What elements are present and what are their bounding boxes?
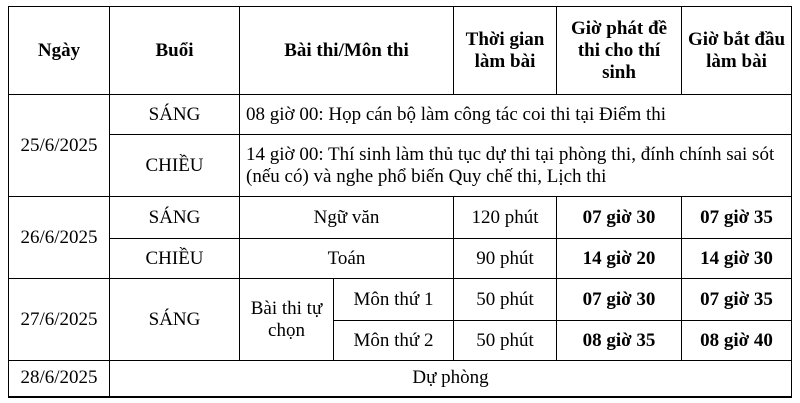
- table-row: [9, 197, 792, 239]
- header-start-time: Giờ bắt đầu làm bài: [682, 7, 792, 95]
- note-cell: 14 giờ 00: Thí sinh làm thủ tục dự thi tại phòng thi, đính chính sai sót (nếu có) và nghe phổ biến Quy chế thi, Lịch thi: [240, 135, 792, 197]
- session-cell: CHIỀU: [110, 239, 240, 279]
- subject-cell: Môn thứ 2: [334, 321, 454, 361]
- start-time-cell: 07 giờ 35: [682, 197, 792, 239]
- duration-cell: 50 phút: [454, 279, 557, 321]
- table-row: [9, 279, 792, 321]
- paper-time-cell: 08 giờ 35: [557, 321, 682, 361]
- session-cell: SÁNG: [110, 197, 240, 239]
- header-session: Buổi: [110, 7, 240, 95]
- header-exam: Bài thi/Môn thi: [240, 7, 454, 95]
- subject-cell: Ngữ văn: [240, 197, 454, 239]
- session-cell: SÁNG: [110, 95, 240, 135]
- paper-time-cell: 07 giờ 30: [557, 197, 682, 239]
- header-paper-time: Giờ phát đề thi cho thí sinh: [557, 7, 682, 95]
- header-date: Ngày: [9, 7, 110, 95]
- table-row: [9, 135, 792, 197]
- start-time-cell: 14 giờ 30: [682, 239, 792, 279]
- paper-time-cell: 14 giờ 20: [557, 239, 682, 279]
- header-duration: Thời gian làm bài: [454, 7, 557, 95]
- paper-time-cell: 07 giờ 30: [557, 279, 682, 321]
- session-cell: CHIỀU: [110, 135, 240, 197]
- subject-cell: Môn thứ 1: [334, 279, 454, 321]
- start-time-cell: 07 giờ 35: [682, 279, 792, 321]
- date-cell: 28/6/2025: [9, 361, 110, 397]
- date-cell: 26/6/2025: [9, 197, 110, 279]
- date-cell: 27/6/2025: [9, 279, 110, 361]
- table-row: [9, 239, 792, 279]
- session-cell: SÁNG: [110, 279, 240, 361]
- note-cell: 08 giờ 00: Họp cán bộ làm công tác coi thi tại Điểm thi: [240, 95, 792, 135]
- table-row: [9, 361, 792, 397]
- duration-cell: 90 phút: [454, 239, 557, 279]
- exam-schedule-table: [8, 6, 792, 398]
- elective-group-cell: Bài thi tự chọn: [240, 279, 334, 361]
- header-row: [9, 7, 792, 95]
- exam-schedule: [8, 6, 792, 398]
- duration-cell: 50 phút: [454, 321, 557, 361]
- date-cell: 25/6/2025: [9, 95, 110, 197]
- subject-cell: Toán: [240, 239, 454, 279]
- table-row: [9, 95, 792, 135]
- reserve-cell: Dự phòng: [110, 361, 792, 397]
- start-time-cell: 08 giờ 40: [682, 321, 792, 361]
- duration-cell: 120 phút: [454, 197, 557, 239]
